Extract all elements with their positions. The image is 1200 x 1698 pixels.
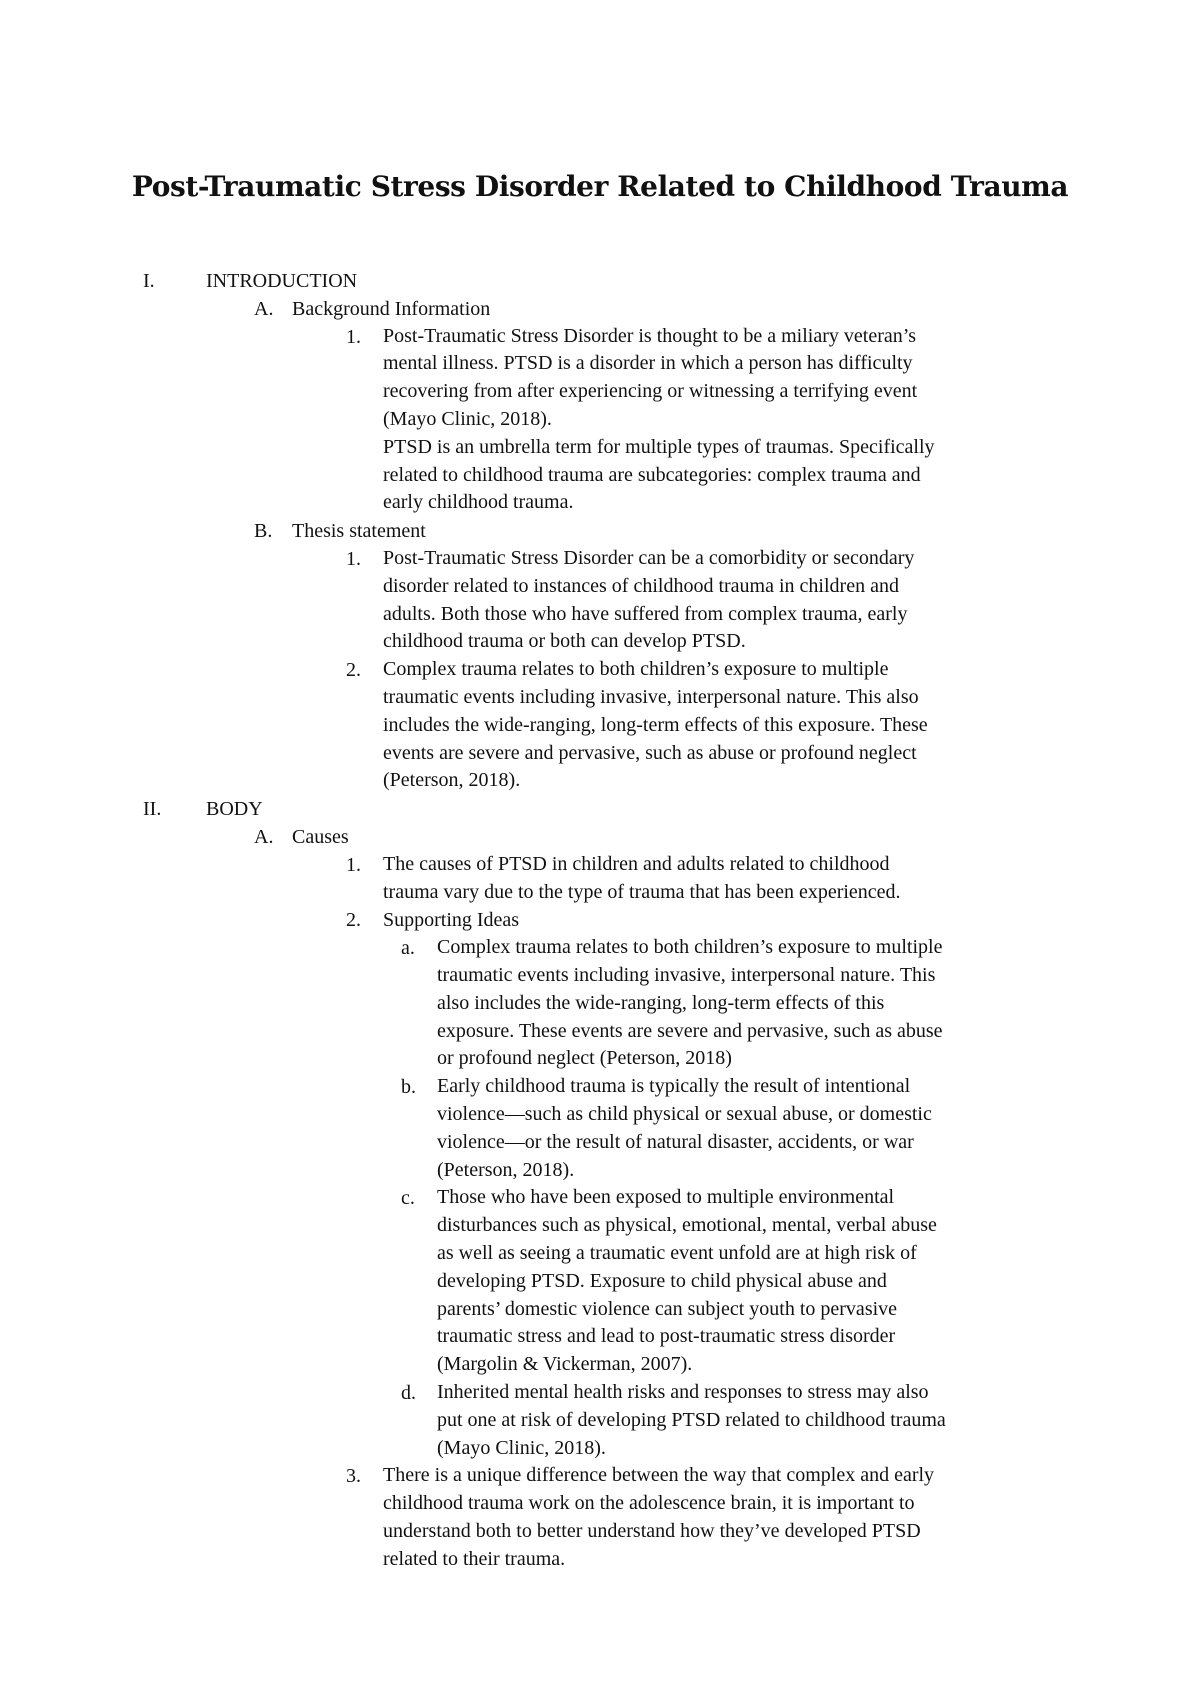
- paragraph-line: disturbances such as physical, emotional, mental, verbal abuse: [437, 1214, 937, 1237]
- paragraph-line: There is a unique difference between the way that complex and early: [383, 1464, 935, 1487]
- item-number: 1.: [346, 548, 361, 570]
- paragraph-line: as well as seeing a traumatic event unfold are at high risk of: [437, 1241, 917, 1264]
- paragraph-line: (Mayo Clinic, 2018).: [437, 1436, 606, 1459]
- paragraph-line: PTSD is an umbrella term for multiple types of traumas. Specifically: [383, 435, 935, 458]
- item-paragraph: [383, 851, 901, 907]
- paragraph-line: exposure. These events are severe and pervasive, such as abuse: [437, 1019, 943, 1042]
- paragraph-line: traumatic events including invasive, interpersonal nature. This also: [383, 685, 919, 708]
- paragraph-line: traumatic events including invasive, interpersonal nature. This: [437, 963, 936, 986]
- item-paragraph: [383, 545, 914, 656]
- paragraph-line: disorder related to instances of childhood trauma in children and: [383, 574, 899, 597]
- paragraph-line: developing PTSD. Exposure to child physical abuse and: [437, 1269, 887, 1292]
- subsection-heading: Thesis statement: [292, 520, 426, 543]
- paragraph-line: childhood trauma work on the adolescence brain, it is important to: [383, 1492, 915, 1515]
- paragraph-line: related to childhood trauma are subcategories: complex trauma and: [383, 463, 921, 486]
- paragraph-line: childhood trauma or both can develop PTSD.: [383, 630, 746, 653]
- section-number: II.: [143, 798, 162, 821]
- section-heading: INTRODUCTION: [206, 270, 358, 292]
- subsection-heading: Background Information: [292, 297, 491, 320]
- paragraph-line: early childhood trauma.: [383, 491, 574, 514]
- paragraph-line: Post-Traumatic Stress Disorder can be a comorbidity or secondary: [383, 547, 915, 569]
- paragraph-line: violence—such as child physical or sexual abuse, or domestic: [437, 1102, 932, 1125]
- paragraph-line: Complex trauma relates to both children’s exposure to multiple: [383, 658, 889, 681]
- paragraph-line: (Peterson, 2018).: [437, 1158, 575, 1181]
- paragraph-line: adults. Both those who have suffered from complex trauma, early: [383, 602, 908, 625]
- paragraph-line: understand both to better understand how they’ve developed PTSD: [383, 1519, 921, 1542]
- paragraph-line: or profound neglect (Peterson, 2018): [437, 1047, 732, 1070]
- paragraph-line: traumatic stress and lead to post-traumatic stress disorder: [437, 1325, 896, 1348]
- paragraph-line: violence—or the result of natural disaster, accidents, or war: [437, 1130, 914, 1153]
- document-title: Post-Traumatic Stress Disorder Related to Childhood Trauma: [131, 170, 1069, 203]
- paragraph-line: related to their trauma.: [383, 1547, 566, 1570]
- paragraph-line: Those who have been exposed to multiple environmental: [437, 1186, 895, 1209]
- paragraph-line: Post-Traumatic Stress Disorder is thought to be a miliary veteran’s: [383, 324, 917, 347]
- paragraph-line: parents’ domestic violence can subject youth to pervasive: [437, 1297, 898, 1320]
- item-number: 1.: [346, 325, 361, 348]
- paragraph-line: (Mayo Clinic, 2018).: [383, 407, 552, 430]
- item-number: 3.: [346, 1465, 361, 1488]
- subsection-letter: B.: [254, 520, 273, 543]
- subsection-heading: Causes: [292, 826, 349, 848]
- item-paragraph: [383, 656, 928, 795]
- paragraph-line: Inherited mental health risks and responses to stress may also: [437, 1381, 929, 1403]
- item-number: 1.: [346, 853, 361, 876]
- paragraph-line: mental illness. PTSD is a disorder in which a person has difficulty: [383, 352, 913, 375]
- subitem-paragraph: [437, 1073, 932, 1184]
- subitem-letter: b.: [401, 1076, 416, 1099]
- section-number: I.: [143, 270, 155, 292]
- subitem-letter: a.: [401, 937, 415, 960]
- paragraph-line: also includes the wide-ranging, long-term effects of this: [437, 991, 885, 1014]
- item-paragraph: [383, 323, 935, 518]
- item-number: 2.: [346, 909, 361, 932]
- subitem-letter: d.: [401, 1382, 416, 1404]
- paragraph-line: (Peterson, 2018).: [383, 769, 521, 792]
- paragraph-line: (Margolin & Vickerman, 2007).: [437, 1353, 693, 1376]
- paragraph-line: The causes of PTSD in children and adults related to childhood: [383, 852, 890, 875]
- subitem-letter: c.: [401, 1187, 415, 1210]
- paragraph-line: Complex trauma relates to both children’s exposure to multiple: [437, 936, 943, 959]
- paragraph-line: events are severe and pervasive, such as abuse or profound neglect: [383, 741, 917, 764]
- item-heading: Supporting Ideas: [383, 909, 520, 932]
- paragraph-line: put one at risk of developing PTSD related to childhood trauma: [437, 1408, 946, 1431]
- subsection-letter: A.: [254, 297, 274, 320]
- paragraph-line: trauma vary due to the type of trauma that has been experienced.: [383, 880, 901, 903]
- item-paragraph: [383, 1462, 934, 1573]
- paragraph-line: Early childhood trauma is typically the result of intentional: [437, 1075, 911, 1098]
- paragraph-line: includes the wide-ranging, long-term effects of this exposure. These: [383, 713, 928, 736]
- subitem-paragraph: [437, 1379, 946, 1462]
- subsection-letter: A.: [254, 826, 274, 848]
- subitem-paragraph: [437, 1184, 937, 1379]
- section-heading: BODY: [206, 798, 263, 821]
- subitem-paragraph: [437, 934, 943, 1073]
- paragraph-line: recovering from after experiencing or witnessing a terrifying event: [383, 380, 918, 403]
- item-number: 2.: [346, 659, 361, 682]
